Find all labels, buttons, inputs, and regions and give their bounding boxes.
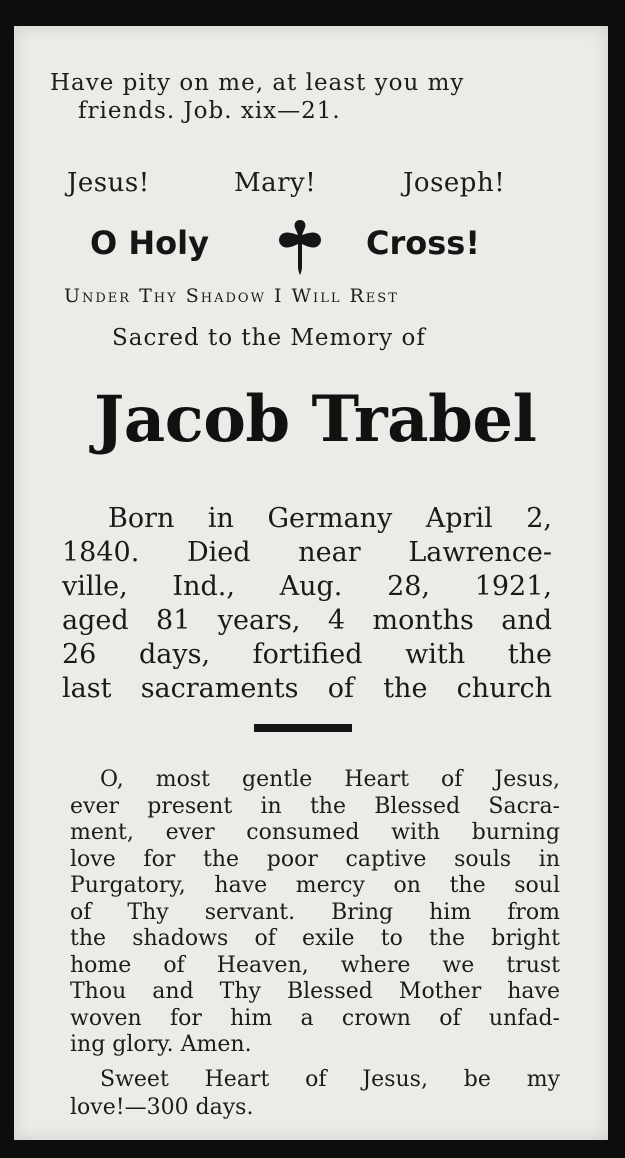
invocation-jesus: Jesus! <box>67 168 150 198</box>
prayer-line: Thou and Thy Blessed Mother have <box>70 979 560 1004</box>
memory-line: Sacred to the Memory of <box>112 325 426 351</box>
biography-line: ville, Ind., Aug. 28, 1921, <box>62 571 552 602</box>
prayer-line: ing glory. Amen. <box>70 1032 252 1057</box>
biography-line: Born in Germany April 2, <box>108 503 552 534</box>
verse-line-2: friends. Job. xix—21. <box>78 98 341 124</box>
prayer-line: Purgatory, have mercy on the soul <box>70 873 560 898</box>
holy-right-text: Cross! <box>366 224 480 262</box>
closing-prayer <box>70 1066 560 1122</box>
prayer-line: love for the poor captive souls in <box>70 846 560 872</box>
biography-line: 26 days, fortified with the <box>62 639 552 670</box>
motto: Under Thy Shadow I Will Rest <box>64 285 399 307</box>
biography-line: aged 81 years, 4 months and <box>62 605 552 636</box>
invocation-joseph: Joseph! <box>403 168 506 198</box>
closing-line: Sweet Heart of Jesus, be my <box>100 1067 560 1092</box>
verse-line-1: Have pity on me, at least you my <box>50 70 465 96</box>
biography-line: 1840. Died near Lawrence- <box>62 537 552 568</box>
prayer-line: home of Heaven, where we trust <box>70 952 560 978</box>
holy-left-text: O Holy <box>90 224 209 262</box>
prayer-line: woven for him a crown of unfad- <box>70 1005 560 1031</box>
memorial-card <box>14 26 608 1140</box>
divider-rule <box>254 724 352 732</box>
prayer-line: the shadows of exile to the bright <box>70 926 560 951</box>
prayer-line: ment, ever consumed with burning <box>70 820 560 845</box>
biography <box>62 502 552 706</box>
closing-line: love!—300 days. <box>70 1095 254 1120</box>
prayer-text <box>70 767 560 1059</box>
cross-icon <box>277 216 323 278</box>
prayer-line: of Thy servant. Bring him from <box>70 899 560 925</box>
deceased-name: Jacob Trabel <box>94 382 537 457</box>
prayer-line: ever present in the Blessed Sacra- <box>70 793 560 819</box>
biography-line: last sacraments of the church <box>62 673 552 704</box>
invocation-mary: Mary! <box>234 168 317 198</box>
prayer-line: O, most gentle Heart of Jesus, <box>100 767 560 792</box>
